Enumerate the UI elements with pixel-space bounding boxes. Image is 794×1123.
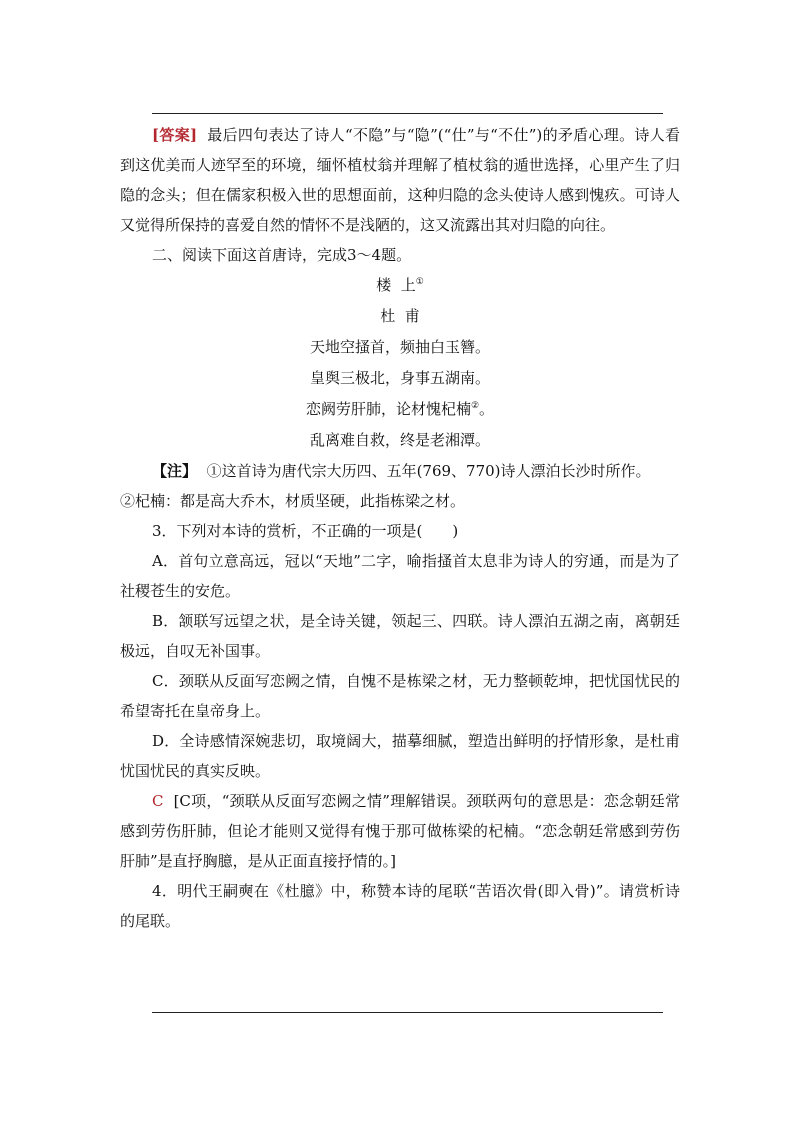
answer-tag: [答案]	[152, 126, 198, 144]
question-4-stem: 4．明代王嗣奭在《杜臆》中，称赞本诗的尾联“苦语次骨(即入骨)”。请赏析诗的尾联。	[120, 882, 680, 930]
question-3-stem: 3．下列对本诗的赏析，不正确的一项是( )	[152, 522, 459, 540]
poem-line-4: 乱离难自救，终是老湘潭。	[309, 431, 490, 449]
note-1: ①这首诗为唐代宗大历四、五年(769、770)诗人漂泊长沙时所作。	[206, 462, 651, 480]
poem-line-3-note-mark: ②	[470, 401, 480, 411]
poem-title-text: 楼 上	[376, 276, 416, 294]
poem-line-3	[120, 394, 680, 425]
question-3-answer	[120, 786, 680, 876]
notes-label: 【注】	[152, 462, 198, 480]
poem-title-note-mark: ①	[415, 277, 424, 287]
note-2: ②杞楠：都是高大乔木，材质坚硬，此指栋梁之材。	[120, 492, 466, 510]
question-3-option-c: C．颈联从反面写恋阙之情，自愧不是栋梁之材，无力整顿乾坤，把忧国忧民的希望寄托在皇帝身上。	[120, 672, 680, 720]
poem-line-3-end: 。	[479, 400, 495, 418]
document-body	[120, 120, 680, 936]
answer-explanation: [C项，“颈联从反面写恋阙之情”理解错误。颈联两句的意思是：恋念朝廷常感到劳伤肝肺，但论才能则又觉得有愧于那可做栋梁的杞楠。“恋念朝廷常感到劳伤肝肺”是直抒胸臆，是从正面直接抒情的。]	[120, 792, 680, 870]
answer-text: 最后四句表达了诗人“不隐”与“隐”(“仕”与“不仕”)的矛盾心理。诗人看到这优美而人迹罕至的环境，缅怀植杖翁并理解了植杖翁的遁世选择，心里产生了归隐的念头；但在儒家积极入世的思想面前，这种归隐的念头使诗人感到愧疚。可诗人又觉得所保持的喜爱自然的情怀不是浅陋的，这又流露出其对归隐的向往。	[120, 126, 680, 234]
answer-letter: C	[152, 792, 164, 810]
poem-title	[120, 270, 680, 301]
bottom-rule	[152, 1012, 663, 1013]
answer-paragraph	[120, 120, 680, 240]
question-3-option-a: A．首句立意高远，冠以“天地”二字，喻指搔首太息非为诗人的穷通，而是为了社稷苍生的安危。	[120, 552, 680, 600]
poem-line-1: 天地空搔首，频抽白玉簪。	[309, 338, 490, 356]
poem-author-text: 杜 甫	[380, 307, 420, 325]
notes-paragraph	[120, 456, 680, 486]
poem-line-2: 皇舆三极北，身事五湖南。	[309, 369, 490, 387]
question-3-option-b: B．颔联写远望之状，是全诗关键，领起三、四联。诗人漂泊五湖之南，离朝廷极远，自叹无补国事。	[120, 612, 680, 660]
top-rule	[152, 113, 663, 114]
question-3-option-d: D．全诗感情深婉悲切，取境阔大，描摹细腻，塑造出鲜明的抒情形象，是杜甫忧国忧民的真实反映。	[120, 732, 680, 780]
poem-author	[120, 301, 680, 332]
section-heading: 二、阅读下面这首唐诗，完成3～4题。	[152, 246, 412, 264]
poem-line-3-text: 恋阙劳肝肺，论材愧杞楠	[305, 400, 471, 418]
